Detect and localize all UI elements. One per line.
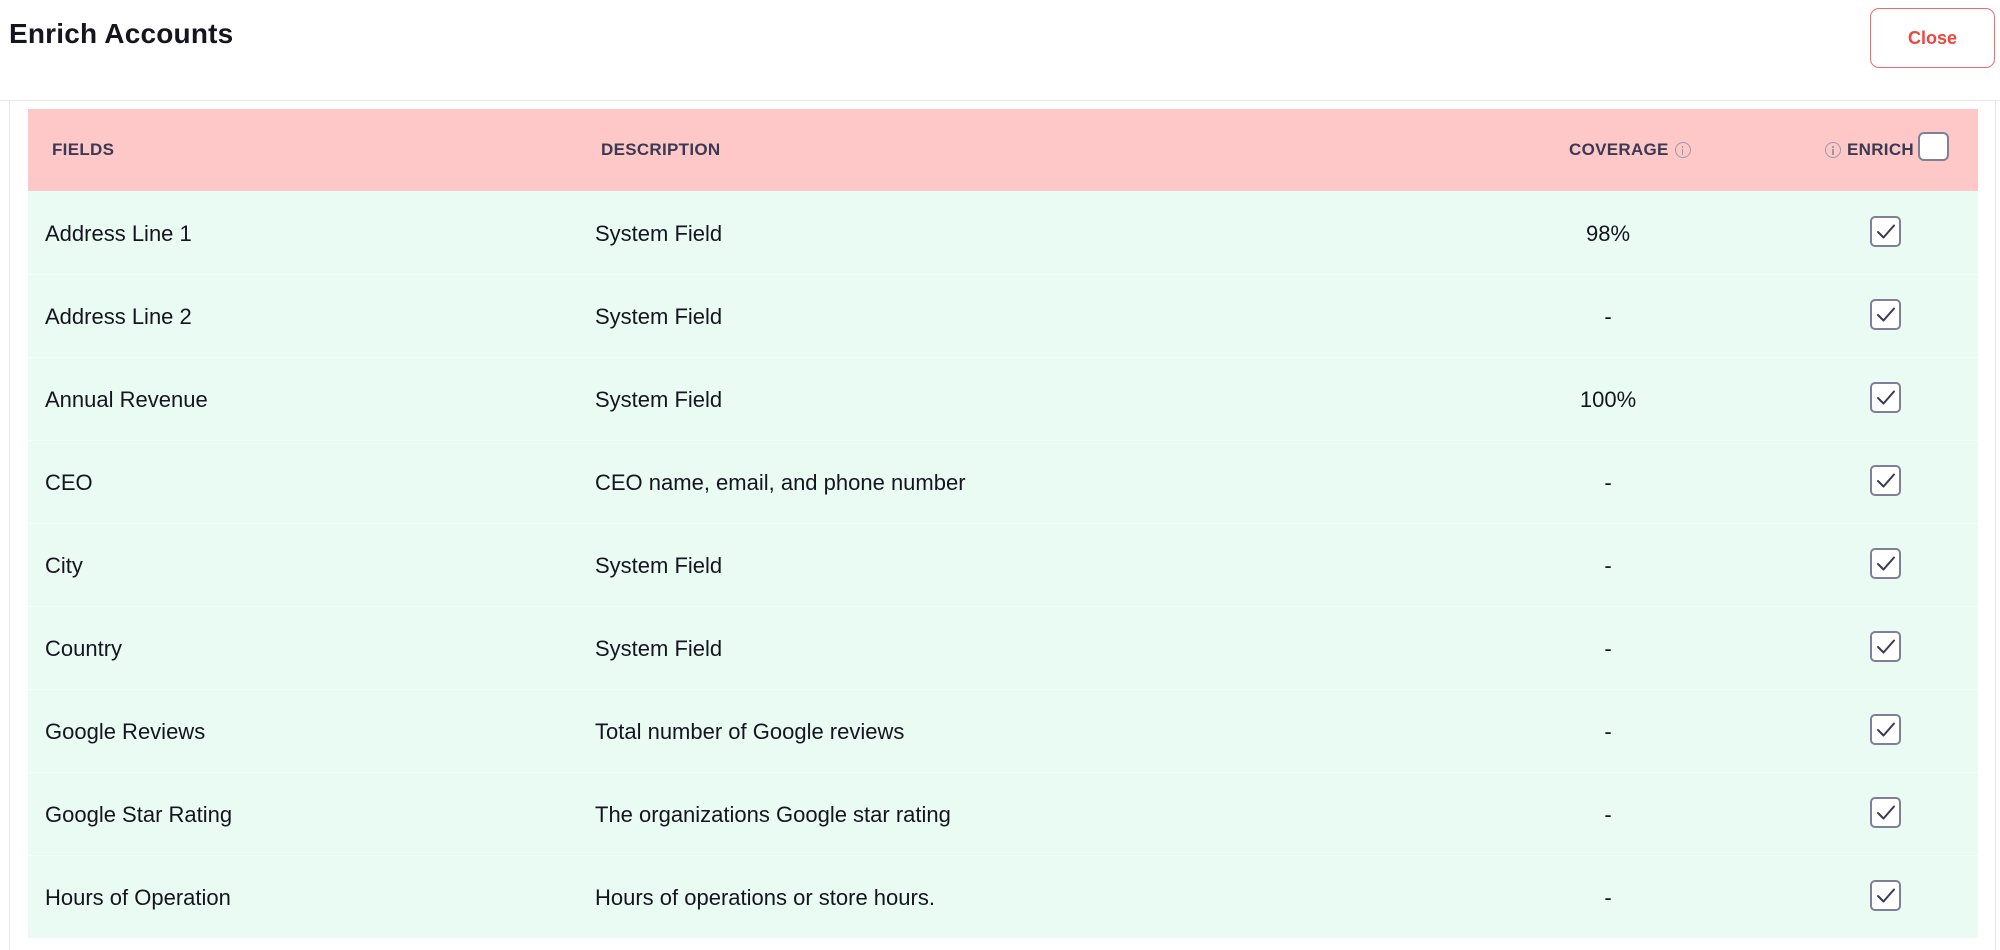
field-name-cell: Address Line 2: [45, 303, 192, 329]
field-coverage-cell: -: [1604, 801, 1612, 827]
enrich-checkbox[interactable]: [1870, 382, 1901, 413]
select-all-checkbox[interactable]: [1918, 132, 1949, 161]
table-row: [28, 440, 1978, 523]
check-icon: [1876, 721, 1896, 738]
enrich-checkbox[interactable]: [1870, 548, 1901, 579]
table-row: [28, 274, 1978, 357]
field-coverage-cell: -: [1604, 552, 1612, 578]
field-description-cell: Hours of operations or store hours.: [595, 884, 935, 910]
enrich-checkbox[interactable]: [1870, 714, 1901, 745]
field-name-cell: CEO: [45, 469, 93, 495]
field-description-cell: System Field: [595, 635, 723, 661]
field-coverage-cell: -: [1604, 718, 1612, 744]
enrich-checkbox[interactable]: [1870, 880, 1901, 911]
field-coverage-cell: -: [1604, 303, 1612, 329]
check-icon: [1876, 887, 1896, 904]
table-row: [28, 606, 1978, 689]
column-header-description: [601, 109, 720, 191]
field-name-cell: Country: [45, 635, 123, 661]
column-header-coverage-label: COVERAGE: [1569, 140, 1669, 159]
field-description-cell: System Field: [595, 220, 723, 246]
table-body: [28, 191, 1978, 938]
field-name-cell: City: [45, 552, 83, 578]
check-icon: [1876, 306, 1896, 323]
field-description-cell: CEO name, email, and phone number: [595, 469, 966, 495]
coverage-info-icon[interactable]: [1675, 142, 1691, 158]
enrich-checkbox[interactable]: [1870, 465, 1901, 496]
column-header-coverage: [1569, 109, 1691, 191]
table-header: [28, 109, 1978, 191]
field-coverage-cell: 98%: [1585, 220, 1631, 246]
enrich-checkbox[interactable]: [1870, 216, 1901, 247]
field-coverage-cell: -: [1604, 884, 1612, 910]
field-name-cell: Google Reviews: [45, 718, 206, 744]
field-description-cell: System Field: [595, 552, 723, 578]
close-button[interactable]: Close: [1870, 8, 1995, 68]
check-icon: [1876, 804, 1896, 821]
field-description-cell: The organizations Google star rating: [595, 801, 951, 827]
table-row: [28, 191, 1978, 274]
dialog-title: Enrich Accounts: [9, 18, 234, 49]
dialog-header: [0, 0, 2000, 101]
column-header-fields: [52, 109, 114, 191]
enrich-checkbox[interactable]: [1870, 797, 1901, 828]
field-name-cell: Address Line 1: [45, 220, 192, 246]
column-header-fields-label: FIELDS: [52, 140, 115, 159]
field-name-cell: Hours of Operation: [45, 884, 231, 910]
check-icon: [1876, 555, 1896, 572]
check-icon: [1876, 472, 1896, 489]
field-name-cell: Annual Revenue: [45, 386, 208, 412]
field-coverage-cell: -: [1604, 469, 1612, 495]
table-row: [28, 772, 1978, 855]
check-icon: [1876, 223, 1896, 240]
enrich-info-icon[interactable]: [1825, 142, 1841, 158]
column-header-enrich: [1825, 109, 1914, 191]
field-coverage-cell: 100%: [1579, 386, 1637, 412]
enrich-checkbox[interactable]: [1870, 299, 1901, 330]
field-description-cell: System Field: [595, 386, 723, 412]
check-icon: [1876, 389, 1896, 406]
table-row: [28, 357, 1978, 440]
table-row: [28, 523, 1978, 606]
column-header-enrich-label: ENRICH: [1847, 140, 1914, 159]
check-icon: [1876, 638, 1896, 655]
enrich-checkbox[interactable]: [1870, 631, 1901, 662]
field-description-cell: System Field: [595, 303, 723, 329]
field-name-cell: Google Star Rating: [45, 801, 233, 827]
table-row: [28, 855, 1978, 938]
column-header-description-label: DESCRIPTION: [601, 140, 721, 159]
field-description-cell: Total number of Google reviews: [595, 718, 905, 744]
table-row: [28, 689, 1978, 772]
enrich-fields-table: [28, 109, 1978, 938]
field-coverage-cell: -: [1604, 635, 1612, 661]
